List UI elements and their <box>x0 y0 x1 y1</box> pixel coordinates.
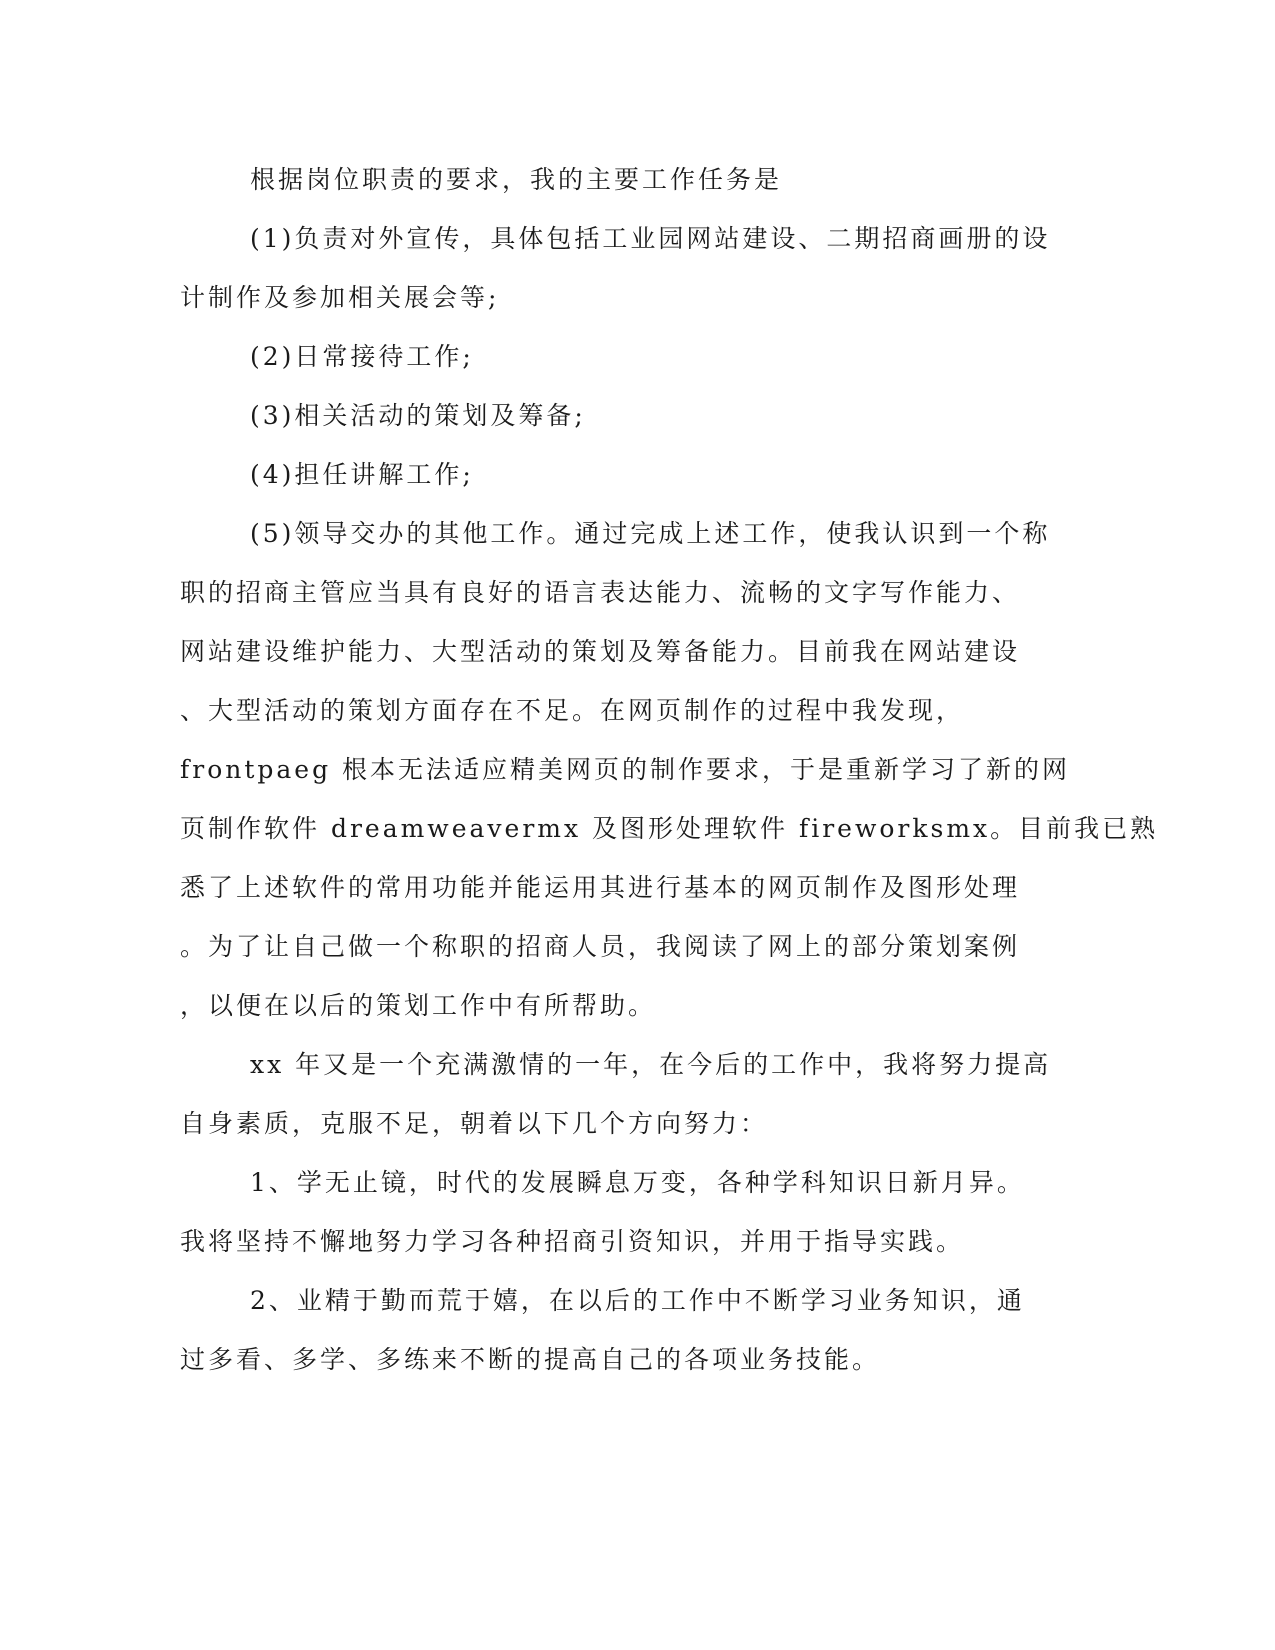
text-line: 计制作及参加相关展会等; <box>180 283 500 312</box>
text-line: (2)日常接待工作; <box>250 342 474 371</box>
text-line: 页制作软件 dreamweavermx 及图形处理软件 fireworksmx。目前我已熟 <box>180 814 1159 843</box>
text-line: 。为了让自己做一个称职的招商人员，我阅读了网上的部分策划案例 <box>180 932 1021 961</box>
text-line: 过多看、多学、多练来不断的提高自己的各项业务技能。 <box>180 1345 881 1374</box>
text-line: 自身素质，克服不足，朝着以下几个方向努力： <box>180 1109 769 1138</box>
text-line: 职的招商主管应当具有良好的语言表达能力、流畅的文字写作能力、 <box>180 578 1021 607</box>
text-line: 、大型活动的策划方面存在不足。在网页制作的过程中我发现， <box>180 696 965 725</box>
text-line: 网站建设维护能力、大型活动的策划及筹备能力。目前我在网站建设 <box>180 637 1021 666</box>
text-line: ，以便在以后的策划工作中有所帮助。 <box>180 991 657 1020</box>
text-line: 我将坚持不懈地努力学习各种招商引资知识，并用于指导实践。 <box>180 1227 965 1256</box>
text-line: (4)担任讲解工作; <box>250 460 474 489</box>
text-line: (5)领导交办的其他工作。通过完成上述工作，使我认识到一个称 <box>250 519 1051 548</box>
text-line: 根据岗位职责的要求，我的主要工作任务是 <box>250 165 783 194</box>
text-line: 悉了上述软件的常用功能并能运用其进行基本的网页制作及图形处理 <box>180 873 1021 902</box>
text-line: frontpaeg 根本无法适应精美网页的制作要求，于是重新学习了新的网 <box>180 755 1071 784</box>
text-line: (1)负责对外宣传，具体包括工业园网站建设、二期招商画册的设 <box>250 224 1051 253</box>
text-line: 1、学无止镜，时代的发展瞬息万变，各种学科知识日新月异。 <box>250 1168 1025 1197</box>
text-line: xx 年又是一个充满激情的一年，在今后的工作中，我将努力提高 <box>250 1050 1052 1079</box>
text-line: (3)相关活动的策划及筹备; <box>250 401 586 430</box>
text-line: 2、业精于勤而荒于嬉，在以后的工作中不断学习业务知识，通 <box>250 1286 1025 1315</box>
